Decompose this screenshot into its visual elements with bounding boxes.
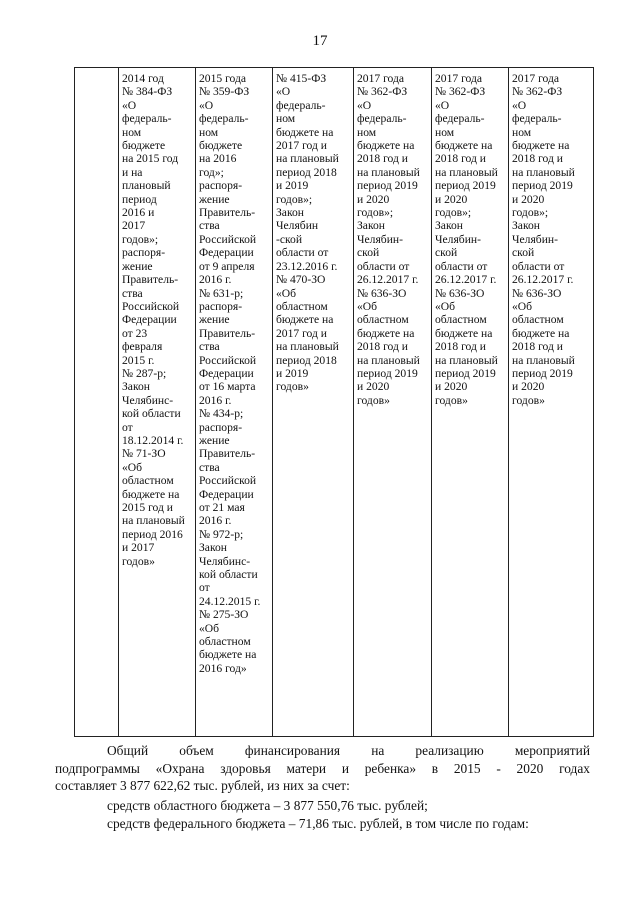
- column-divider: [118, 67, 119, 737]
- financing-paragraph: [55, 742, 590, 795]
- column-divider: [195, 67, 196, 737]
- paragraph-line: Общий объем финансирования на реализацию мероприятий: [107, 743, 590, 758]
- column-divider: [353, 67, 354, 737]
- column-divider: [431, 67, 432, 737]
- table-top-border: [74, 67, 594, 68]
- column-divider: [272, 67, 273, 737]
- federal-budget-line: средств федерального бюджета – 71,86 тыс. рублей, в том числе по годам:: [107, 816, 529, 831]
- table-border-left: [74, 67, 75, 737]
- regional-budget-line: средств областного бюджета – 3 877 550,76 тыс. рублей;: [107, 798, 428, 813]
- table-cell-2019: 2017 года № 362-ФЗ «О федераль- ном бюджете на 2018 год и на плановый период 2019 и 2020 годов»; Закон Челябин- ской области от 26.12.2017 г. № 636-ЗО «Об областном бюджете на 2018 год и на плановый период 2019 и 2020 годов»: [435, 72, 498, 407]
- legal-basis-table: [74, 67, 594, 737]
- column-divider: [508, 67, 509, 737]
- paragraph-line: подпрограммы «Охрана здоровья матери и ребенка» в 2015 - 2020 годах: [55, 760, 590, 776]
- table-cell-2017: № 415-ФЗ «О федераль- ном бюджете на 2017 год и на плановый период 2018 и 2019 годов»; Закон Челябин -ской области от 23.12.2016 г. № 470-ЗО «Об областном бюджете на 2017 год и на плановый период 2018 и 2019 годов»: [276, 72, 339, 394]
- table-cell-2018: 2017 года № 362-ФЗ «О федераль- ном бюджете на 2018 год и на плановый период 2019 и 2020 годов»; Закон Челябин- ской области от 26.12.2017 г. № 636-ЗО «Об областном бюджете на 2018 год и на плановый период 2019 и 2020 годов»: [357, 72, 420, 407]
- table-cell-2020: 2017 года № 362-ФЗ «О федераль- ном бюджете на 2018 год и на плановый период 2019 и 2020 годов»; Закон Челябин- ской области от 26.12.2017 г. № 636-ЗО «Об областном бюджете на 2018 год и на плановый период 2019 и 2020 годов»: [512, 72, 575, 407]
- table-bottom-border: [74, 736, 594, 737]
- table-border-right: [593, 67, 594, 737]
- table-cell-2015: 2014 год № 384-ФЗ «О федераль- ном бюджете на 2015 год и на плановый период 2016 и 2017 годов»; распоря- жение Правитель- ства Российской Федерации от 23 февраля 2015 г. № 287-р; Закон Челябинс- кой области от 18.12.2014 г. № 71-ЗО «Об областном бюджете на 2015 год и на плановый период 2016 и 2017 годов»: [122, 72, 185, 568]
- table-cell-2016: 2015 года № 359-ФЗ «О федераль- ном бюджете на 2016 год»; распоря- жение Правитель- ства Российской Федерации от 9 апреля 2016 г. № 631-р; распоря- жение Правитель- ства Российской Федерации от 16 марта 2016 г. № 434-р; распоря- жение Правитель- ства Российской Федерации от 21 мая 2016 г. № 972-р; Закон Челябинс- кой области от 24.12.2015 г. № 275-ЗО «Об областном бюджете на 2016 год»: [199, 72, 261, 675]
- paragraph-line: составляет 3 877 622,62 тыс. рублей, из них за счет:: [55, 778, 350, 793]
- page-number: 17: [312, 33, 328, 49]
